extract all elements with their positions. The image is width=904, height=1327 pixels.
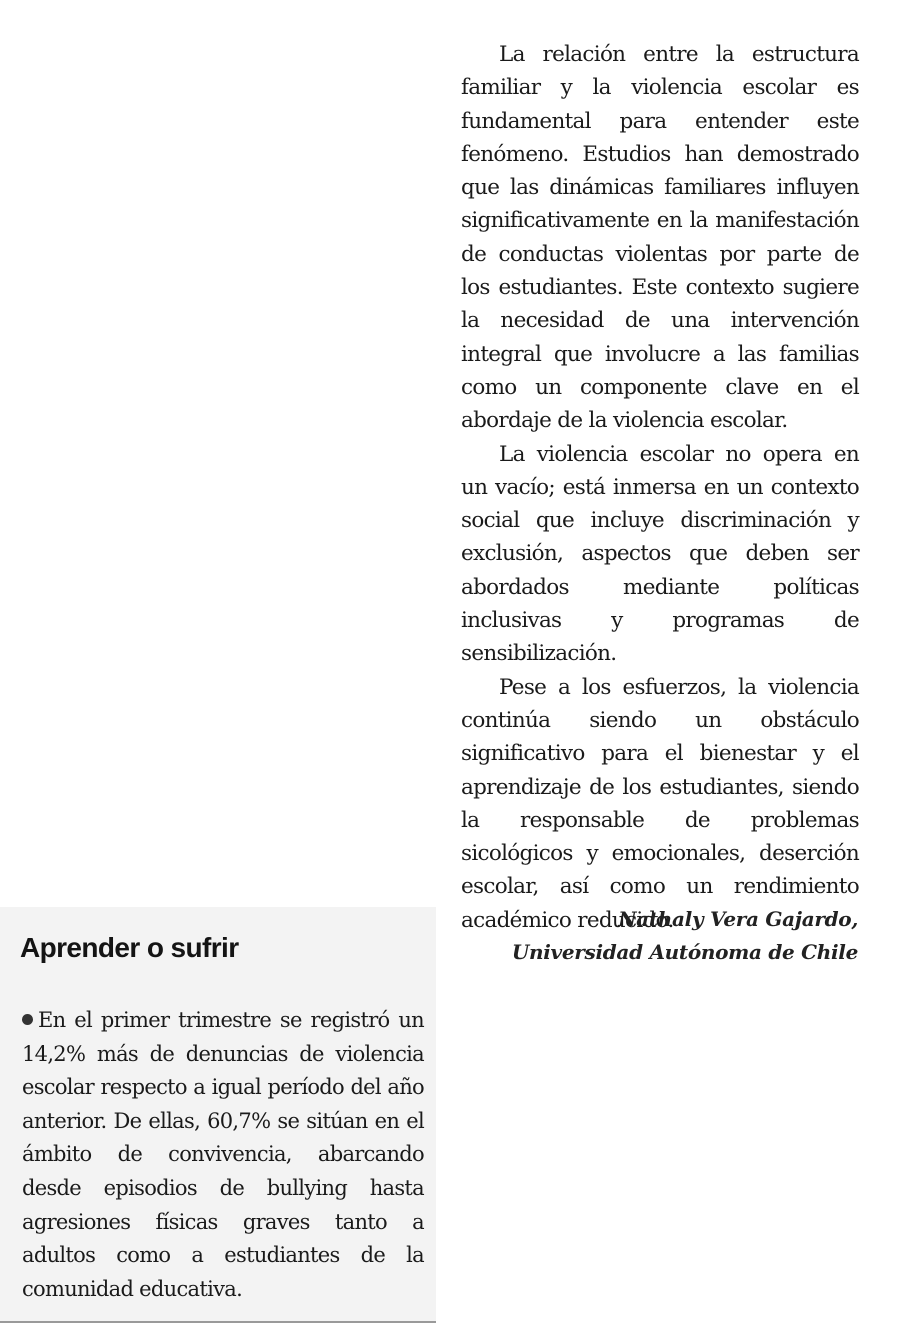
article-paragraph-3: Pese a los esfuerzos, la violencia continúa siendo un obstáculo significativo para el bienestar y el aprendizaje de los estudiantes, siendo la responsable de problemas sicológicos y emocionales, deserción escolar, así como un rendimiento académico reducido. [461, 674, 859, 933]
sidebar-text [22, 1004, 424, 1306]
article-paragraph-1: La relación entre la estructura familiar y la violencia escolar es fundamental para entender este fenómeno. Estudios han demostrado que las dinámicas familiares influyen significativamente en la manifestación de conductas violentas por parte de los estudiantes. Este contexto sugiere la necesidad de una intervención integral que involucre a las familias como un componente clave en el abordaje de la violencia escolar. [461, 42, 859, 434]
sidebar-body: En el primer trimestre se registró un 14,2% más de denuncias de violencia escolar respecto a igual período del año anterior. De ellas, 60,7% se sitúan en el ámbito de convivencia, abarcando desde episodios de bullying hasta agresiones físicas graves tanto a adultos como a estudiantes de la comunidad educativa. [22, 1008, 424, 1301]
bullet-icon [22, 1014, 33, 1025]
article-paragraph-2: La violencia escolar no opera en un vacío; está inmersa en un contexto social que incluye discriminación y exclusión, aspectos que deben ser abordados mediante políticas inclusivas y programas de sensibilización. [461, 441, 859, 667]
author-affiliation: Universidad Autónoma de Chile [511, 940, 858, 964]
author-signature [512, 903, 858, 969]
author-name: Nathaly Vera Gajardo, [618, 907, 858, 931]
article-body [461, 38, 859, 937]
sidebar-title: Aprender o sufrir [20, 932, 239, 963]
sidebar-divider [0, 1321, 436, 1323]
